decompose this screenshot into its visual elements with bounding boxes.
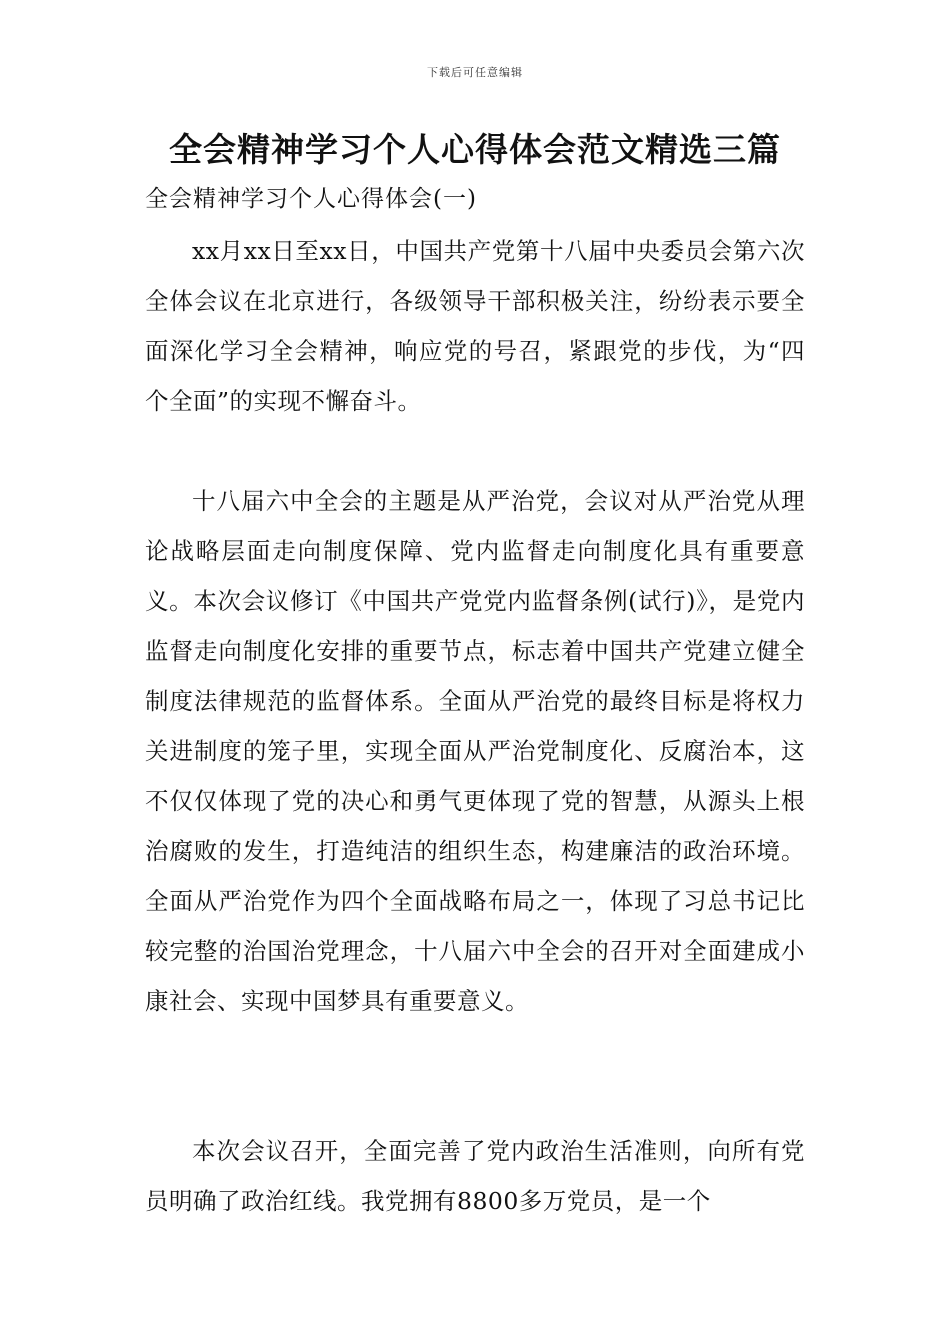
document-title: 全会精神学习个人心得体会范文精选三篇 [169, 130, 781, 169]
paragraph-3: 本次会议召开，全面完善了党内政治生活准则，向所有党员明确了政治红线。我党拥有8800多万党员，是一个 [145, 1137, 805, 1215]
paragraph-2: 十八届六中全会的主题是从严治党，会议对从严治党从理论战略层面走向制度保障、党内监督走向制度化具有重要意义。本次会议修订《中国共产党党内监督条例(试行)》，是党内监督走向制度化安排的重要节点，标志着中国共产党建立健全制度法律规范的监督体系。全面从严治党的最终目标是将权力关进制度的笼子里，实现全面从严治党制度化、反腐治本，这不仅仅体现了党的决心和勇气更体现了党的智慧，从源头上根治腐败的发生，打造纯洁的组织生态，构建廉洁的政治环境。全面从严治党作为四个全面战略布局之一，体现了习总书记比较完整的治国治党理念，十八届六中全会的召开对全面建成小康社会、实现中国梦具有重要意义。 [145, 487, 805, 1015]
section-subtitle: 全会精神学习个人心得体会(一) [145, 186, 477, 212]
paragraph-1: xx月xx日至xx日，中国共产党第十八届中央委员会第六次全体会议在北京进行，各级领导干部积极关注，纷纷表示要全面深化学习全会精神，响应党的号召，紧跟党的步伐，为“四个全面”的实现不懈奋斗。 [145, 237, 805, 415]
header-note: 下载后可任意编辑 [427, 66, 523, 79]
